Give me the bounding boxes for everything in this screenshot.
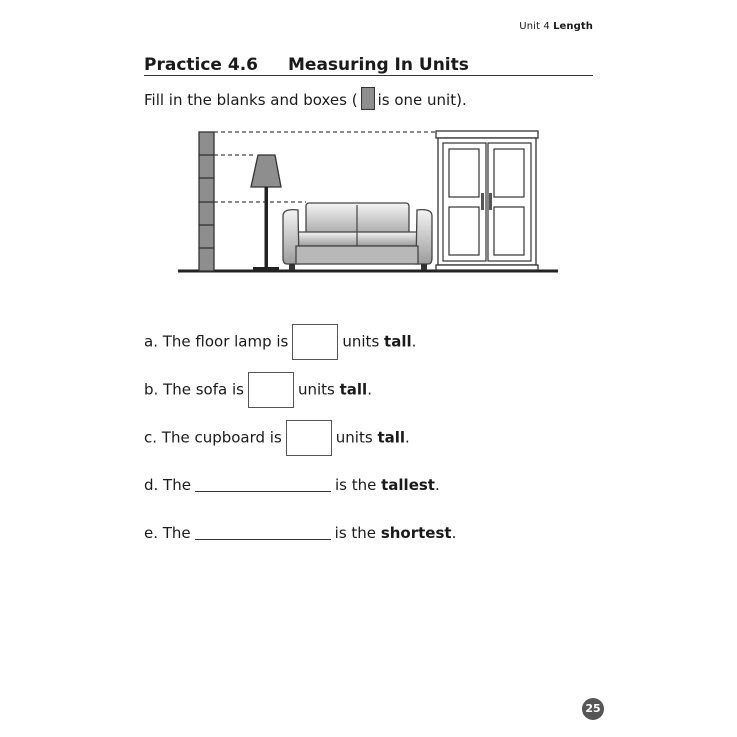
question-d-emphasis: tallest [381, 476, 435, 494]
question-d-label: d. The [144, 476, 191, 494]
question-a [144, 324, 416, 360]
instruction-after: is one unit). [377, 91, 467, 109]
question-e-label: e. The [144, 524, 191, 542]
header-unit: Unit 4 [519, 21, 550, 32]
question-c-label: c. The cupboard is [144, 428, 282, 447]
unit-block-column [199, 132, 214, 271]
question-b-mid: units [297, 380, 335, 399]
question-d-punct: . [434, 476, 440, 494]
header-topic: Length [553, 21, 593, 32]
question-e-emphasis: shortest [380, 524, 452, 542]
question-e-punct: . [451, 524, 457, 542]
page-title: Measuring In Units [288, 55, 469, 75]
answer-line-d[interactable] [195, 490, 331, 492]
question-b-emphasis: tall [339, 380, 368, 399]
answer-box-a[interactable] [292, 324, 338, 360]
question-c-emphasis: tall [377, 428, 406, 447]
answer-box-b[interactable] [248, 372, 294, 408]
question-b [144, 372, 372, 408]
question-a-mid: units [342, 332, 380, 351]
question-d [144, 476, 440, 494]
cupboard [436, 131, 538, 270]
answer-line-e[interactable] [195, 538, 331, 540]
question-c [144, 420, 410, 456]
answer-box-c[interactable] [286, 420, 332, 456]
question-e [144, 524, 456, 542]
question-c-punct: . [405, 428, 410, 447]
floor-lamp [251, 155, 281, 271]
question-b-punct: . [367, 380, 372, 399]
practice-number: Practice 4.6 [144, 55, 258, 75]
sofa [283, 203, 432, 270]
question-b-label: b. The sofa is [144, 380, 244, 399]
question-c-mid: units [335, 428, 373, 447]
instruction-before: Fill in the blanks and boxes ( [144, 91, 358, 109]
page-number: 25 [582, 698, 604, 720]
question-a-label: a. The floor lamp is [144, 332, 289, 351]
question-d-mid: is the [334, 476, 377, 494]
question-a-emphasis: tall [384, 332, 412, 351]
question-a-punct: . [411, 332, 417, 351]
question-e-mid: is the [334, 524, 377, 542]
